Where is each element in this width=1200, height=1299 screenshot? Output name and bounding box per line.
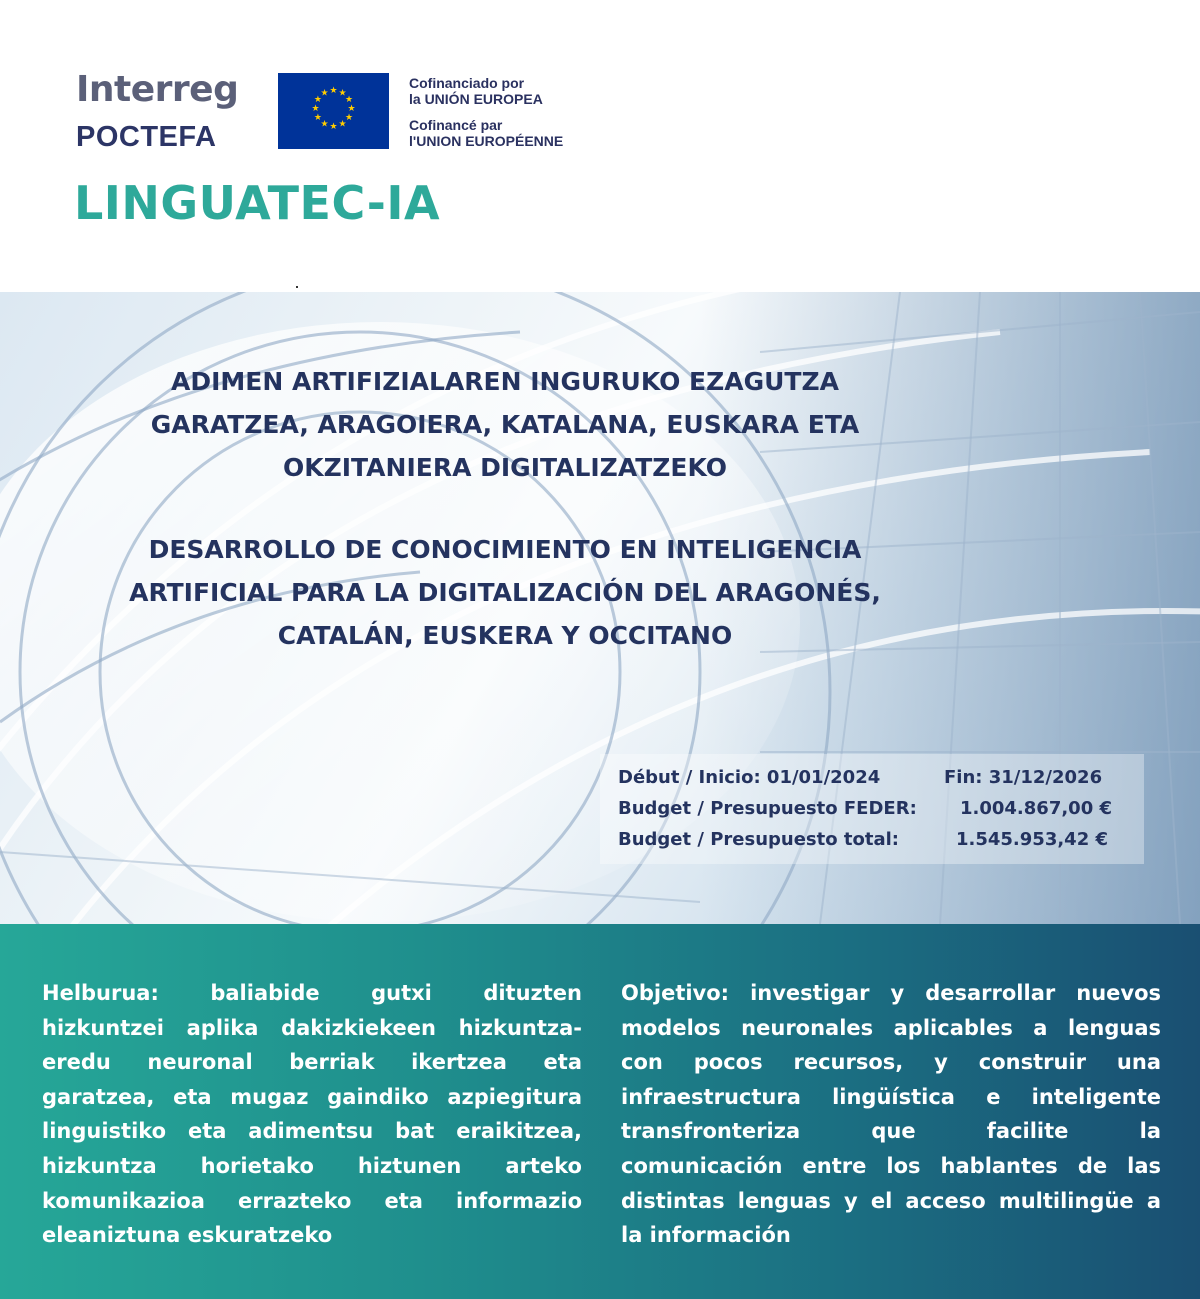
objective-spanish-line: con pocos recursos, y construir una [621,1050,1161,1075]
svg-text:★: ★ [338,119,347,130]
interreg-logo [76,70,238,154]
headline-spanish-line: DESARROLLO DE CONOCIMIENTO EN INTELIGENCIA [148,535,862,564]
headline-basque-line: GARATZEA, ARAGOIERA, KATALANA, EUSKARA ETA [150,410,860,439]
cofin-es-line-2: la UNIÓN EUROPEA [409,91,543,107]
objective-spanish-line: infraestructura lingüística e inteligente [621,1084,1161,1109]
svg-text:★: ★ [313,95,322,105]
feder-budget-label: Budget / Presupuesto FEDER: [618,798,917,819]
objective-basque [42,976,582,1253]
svg-text:★: ★ [311,104,320,114]
svg-text:★: ★ [313,113,322,123]
headline-basque [0,360,1010,489]
dates-row [618,766,1103,790]
project-title: LINGUATEC-IA [74,176,441,230]
start-date: Début / Inicio: 01/01/2024 [618,767,881,788]
poctefa-wordmark: POCTEFA [76,121,217,153]
feder-budget-value: 1.004.867,00 € [960,798,1113,819]
svg-text:★: ★ [347,104,356,114]
header [0,0,1200,292]
objective-basque-line: komunikazioa errazteko eta informazio [42,1188,582,1213]
cofinancing-text [409,75,563,149]
objective-spanish-line: Objetivo: investigar y desarrollar nuevos [621,981,1161,1005]
objective-basque-line: eredu neuronal berriak ikertzea eta [42,1050,582,1075]
objective-spanish-line: comunicación entre los hablantes de las [621,1153,1161,1178]
feder-budget-row [618,797,1113,821]
objective-basque-line: Helburua: baliabide gutxi dituzten [42,981,582,1005]
cofin-fr-line-1: Cofinancé par [409,117,503,133]
svg-text:★: ★ [329,122,338,132]
svg-text:★: ★ [345,95,354,105]
objective-basque-line: garatzea, eta mugaz gaindiko azpiegitura [42,1084,582,1109]
project-info-box [600,754,1144,864]
interreg-wordmark: Interreg [76,69,239,110]
svg-text:★: ★ [338,88,347,99]
objective-spanish-line: distintas lenguas y el acceso multilingüe a [621,1188,1161,1213]
objective-basque-line: hizkuntzei aplika dakizkiekeen hizkuntza- [42,1015,582,1040]
hero-banner [0,292,1200,924]
stray-dot [296,286,298,288]
svg-text:★: ★ [320,119,329,130]
objective-spanish-line: modelos neuronales aplicables a lenguas [621,1015,1161,1040]
total-budget-row [618,828,1109,852]
total-budget-label: Budget / Presupuesto total: [618,829,899,850]
objective-spanish-line: transfronteriza que facilite la [621,1119,1161,1144]
objective-basque-line: eleaniztuna eskuratzeko [42,1223,333,1248]
objective-band [0,924,1200,1299]
cofin-fr-line-2: l'UNION EUROPÉENNE [409,133,564,149]
cofin-es-line-1: Cofinanciado por [409,75,525,91]
eu-flag-icon [278,73,389,149]
svg-text:★: ★ [329,86,338,96]
svg-text:★: ★ [320,88,329,99]
total-budget-value: 1.545.953,42 € [956,829,1109,850]
end-date: Fin: 31/12/2026 [944,767,1103,788]
svg-text:★: ★ [345,113,354,123]
headline-spanish-line: CATALÁN, EUSKERA Y OCCITANO [277,621,733,650]
objective-spanish-line: la información [621,1223,791,1248]
objective-basque-line: hizkuntza horietako hiztunen arteko [42,1153,582,1178]
headline-basque-line: OKZITANIERA DIGITALIZATZEKO [283,453,727,482]
headline-basque-line: ADIMEN ARTIFIZIALAREN INGURUKO EZAGUTZA [171,367,839,396]
objective-basque-line: linguistiko eta adimentsu bat eraikitzea, [42,1119,582,1144]
headline-spanish [0,528,1010,657]
objective-spanish [621,976,1161,1253]
headline-spanish-line: ARTIFICIAL PARA LA DIGITALIZACIÓN DEL ARAGONÉS, [129,578,881,607]
